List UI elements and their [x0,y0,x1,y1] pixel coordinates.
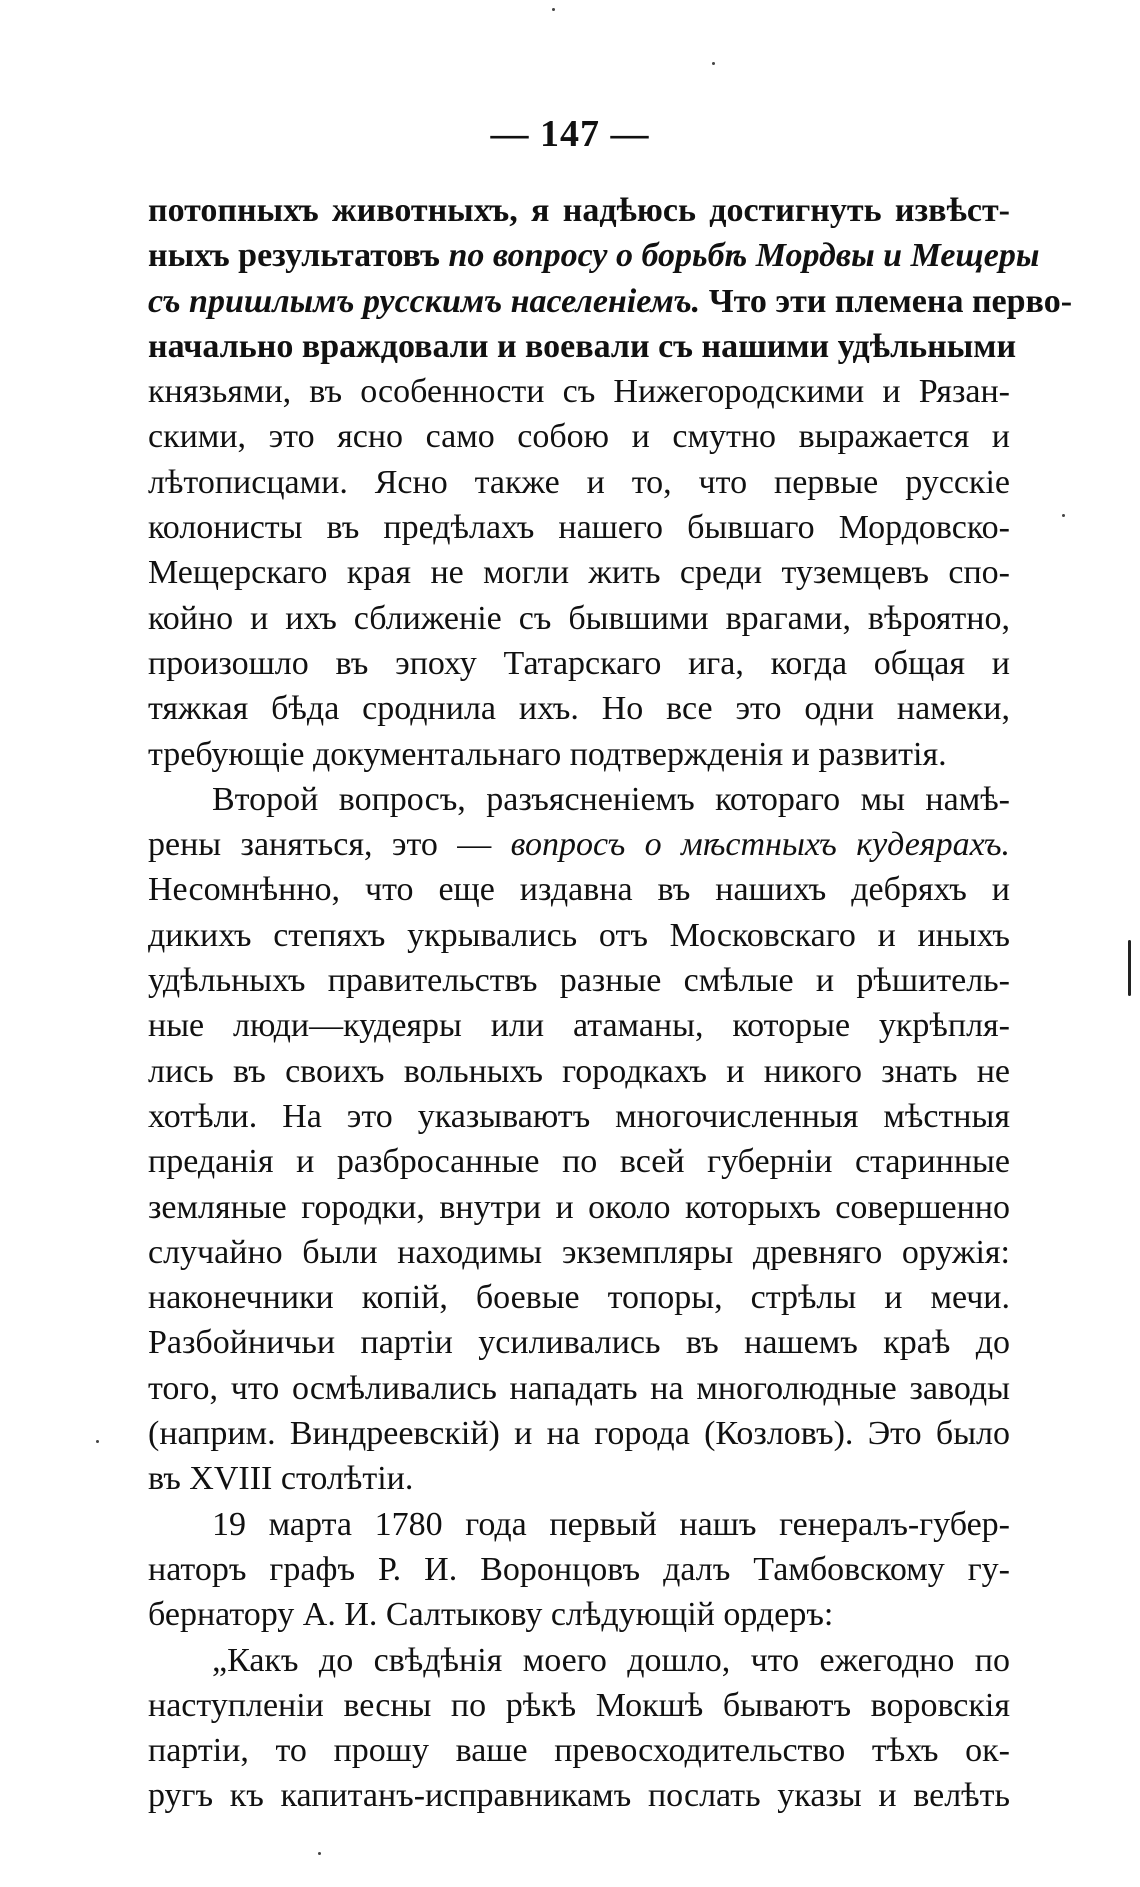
text-segment: колонисты въ предѣлахъ нашего бывшаго Мордовско- [148,509,1010,547]
text-segment: того, что осмѣливались нападать на многолюдные заводы [148,1369,1010,1407]
text-segment: съ пришлымъ русскимъ населеніемъ. [148,282,701,320]
text-segment: ныхъ результатовъ [148,237,449,275]
print-speck [552,8,555,11]
text-line [148,188,1010,233]
text-line [148,641,1010,686]
text-segment: наступленіи весны по рѣкѣ Мокшѣ бываютъ воровскія [148,1686,1010,1724]
text-line [148,1049,1010,1094]
text-segment: по вопросу о борьбѣ Мордвы и Мещеры [448,237,1040,275]
text-line [148,550,1010,595]
text-segment: начально враждовали и воевали съ нашими удѣльными [148,327,1017,365]
text-line [148,324,1017,369]
text-line [148,1456,1010,1501]
text-segment: тяжкая бѣда сроднила ихъ. Но все это одни намеки, [148,690,1010,728]
text-line [148,1320,1010,1365]
text-segment: въ XVIII столѣтіи. [148,1460,414,1498]
print-speck [1062,514,1065,517]
text-segment: наторъ графъ Р. И. Воронцовъ далъ Тамбовскому гу- [148,1550,1010,1588]
text-segment: наконечники копій, боевые топоры, стрѣлы и мечи. [148,1279,1010,1317]
text-segment: Второй вопросъ, разъясненіемъ котораго мы намѣ- [212,780,1010,818]
text-line [148,1547,1010,1592]
text-line [148,777,1010,822]
text-line [148,822,1010,867]
text-segment: ные люди—кудеяры или атаманы, которые укрѣпля- [148,1007,1010,1045]
text-segment: потопныхъ животныхъ, я надѣюсь достигнуть извѣст- [148,192,1010,229]
text-segment: князьями, въ особенности съ Нижегородскими и Рязан- [148,373,1010,411]
text-segment: рены заняться, это — [148,826,511,864]
text-segment: произошло въ эпоху Татарскаго ига, когда общая и [148,644,1010,682]
text-line [148,1411,1010,1456]
text-line [148,1502,1010,1547]
text-line [148,1185,1010,1230]
text-line [148,1728,1010,1773]
text-line [148,913,1010,958]
text-segment: хотѣли. На это указываютъ многочисленныя мѣстныя [148,1097,1010,1135]
text-line [148,1139,1010,1184]
text-line [148,1094,1010,1139]
text-line [148,369,1010,414]
text-line [148,1683,1010,1728]
body-text [148,188,1073,1819]
text-line [148,732,1010,777]
text-segment: партіи, то прошу ваше превосходительство тѣхъ ок- [148,1732,1010,1770]
text-segment: Мещерскаго края не могли жить среди туземцевъ спо- [148,554,1010,592]
text-segment: Что эти племена перво- [700,282,1073,320]
text-segment: Несомнѣнно, что еще издавна въ нашихъ дебряхъ и [148,871,1010,909]
text-line [148,1003,1010,1048]
print-speck [96,1440,99,1443]
text-line [148,958,1010,1003]
text-line [148,1275,1010,1320]
text-segment: требующіе документальнаго подтвержденія и развитія. [148,735,947,773]
text-line [148,1592,1010,1637]
text-segment: удѣльныхъ правительствъ разные смѣлые и рѣшитель- [148,962,1010,1000]
print-speck [318,1852,321,1855]
margin-mark [1128,940,1131,996]
text-segment: „Какъ до свѣдѣнія моего дошло, что ежегодно по [212,1641,1010,1679]
text-segment: вопросъ о мѣстныхъ кудеярахъ. [510,826,1011,864]
text-line [148,1773,1010,1818]
text-segment: дикихъ степяхъ укрывались отъ Московскаго и иныхъ [148,916,1010,954]
text-segment: скими, это ясно само собою и смутно выражается и [148,418,1010,456]
text-line [148,460,1010,505]
text-line [148,867,1010,912]
text-segment: Разбойничьи партіи усиливались въ нашемъ краѣ до [148,1324,1010,1362]
text-segment: преданія и разбросанные по всей губерніи старинные [148,1143,1010,1181]
text-segment: земляные городки, внутри и около которыхъ совершенно [148,1188,1010,1226]
text-line [148,233,1040,278]
text-line [148,414,1010,459]
text-line [148,505,1010,550]
print-speck [712,62,715,65]
text-segment: (наприм. Виндреевскій) и на города (Козловъ). Это было [148,1415,1010,1453]
text-line [148,279,1073,324]
text-line [148,686,1010,731]
text-segment: 19 марта 1780 года первый нашъ генералъ-губер- [212,1505,1010,1543]
text-segment: лись въ своихъ вольныхъ городкахъ и никого знать не [148,1052,1010,1090]
text-segment: лѣтописцами. Ясно также и то, что первые русскіе [148,463,1010,501]
text-line [148,1366,1010,1411]
text-segment: случайно были находимы экземпляры древняго оружія: [148,1233,1010,1271]
page-number: — 147 — [490,113,650,155]
text-line [148,1230,1010,1275]
text-line [148,1638,1010,1683]
text-segment: ругъ къ капитанъ-исправникамъ послать указы и велѣть [148,1777,1010,1815]
text-line [148,596,1010,641]
text-segment: бернатору А. И. Салтыкову слѣдующій ордеръ: [148,1596,834,1634]
text-segment: койно и ихъ сближеніе съ бывшими врагами, вѣроятно, [148,599,1010,637]
